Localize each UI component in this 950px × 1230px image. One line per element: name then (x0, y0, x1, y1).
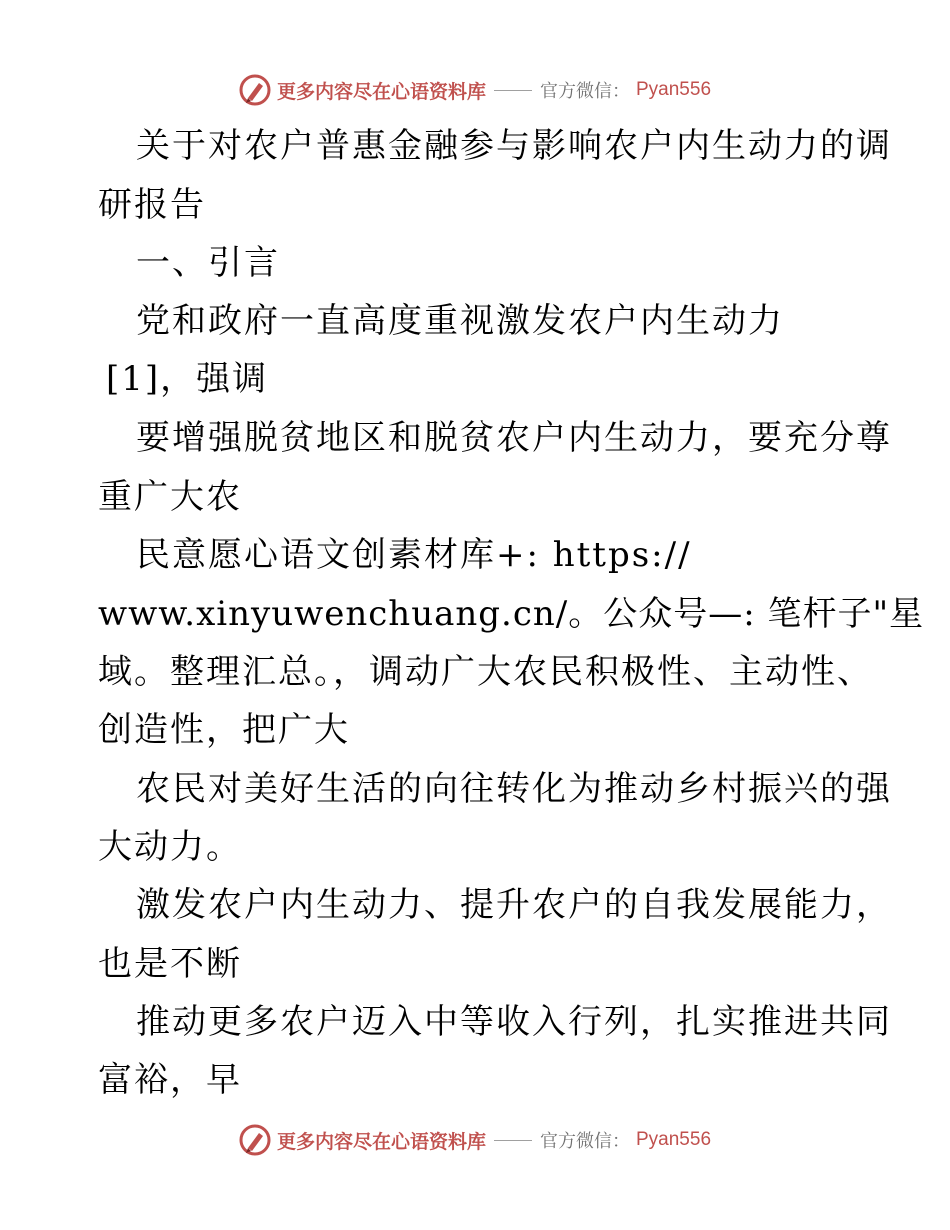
doc-line-11: 创造性，把广大 (98, 710, 350, 750)
doc-line-6: 要增强脱贫地区和脱贫农户内生动力，要充分尊 (136, 418, 892, 458)
header-brand-text: 更多内容尽在心语资料库 (276, 80, 486, 103)
header-divider (494, 90, 532, 91)
doc-line-16: 推动更多农户迈入中等收入行列，扎实推进共同 (136, 1002, 892, 1042)
header-banner (0, 70, 950, 110)
doc-line-3: 一、引言 (136, 243, 280, 283)
pen-logo-icon (239, 1124, 271, 1156)
footer-banner (0, 1120, 950, 1160)
doc-line-13: 大动力。 (98, 827, 242, 867)
doc-line-7: 重广大农 (98, 477, 242, 517)
pen-logo-icon (239, 74, 271, 106)
header-official-label: 官方微信： (540, 81, 630, 102)
footer-brand-text: 更多内容尽在心语资料库 (276, 1130, 486, 1153)
doc-line-10: 域。整理汇总。，调动广大农民积极性、主动性、 (98, 652, 873, 692)
header-wechat-id: Pyan556 (636, 79, 712, 100)
doc-line-1: 关于对农户普惠金融参与影响农户内生动力的调 (136, 126, 892, 166)
footer-wechat-id: Pyan556 (636, 1129, 712, 1150)
footer-divider (494, 1140, 532, 1141)
doc-line-8: 民意愿心语文创素材库+: https:// (136, 535, 692, 575)
doc-line-2: 研报告 (98, 185, 206, 225)
doc-line-5: [1]，强调 (106, 359, 269, 399)
doc-line-15: 也是不断 (98, 944, 242, 984)
doc-line-12: 农民对美好生活的向往转化为推动乡村振兴的强 (136, 769, 892, 809)
doc-line-14: 激发农户内生动力、提升农户的自我发展能力， (136, 885, 892, 925)
doc-line-9: www.xinyuwenchuang.cn/。公众号—: 笔杆子"星 (98, 594, 925, 634)
footer-official-label: 官方微信： (540, 1131, 630, 1152)
doc-line-17: 富裕，早 (98, 1060, 242, 1100)
doc-line-4: 党和政府一直高度重视激发农户内生动力 (136, 301, 784, 341)
